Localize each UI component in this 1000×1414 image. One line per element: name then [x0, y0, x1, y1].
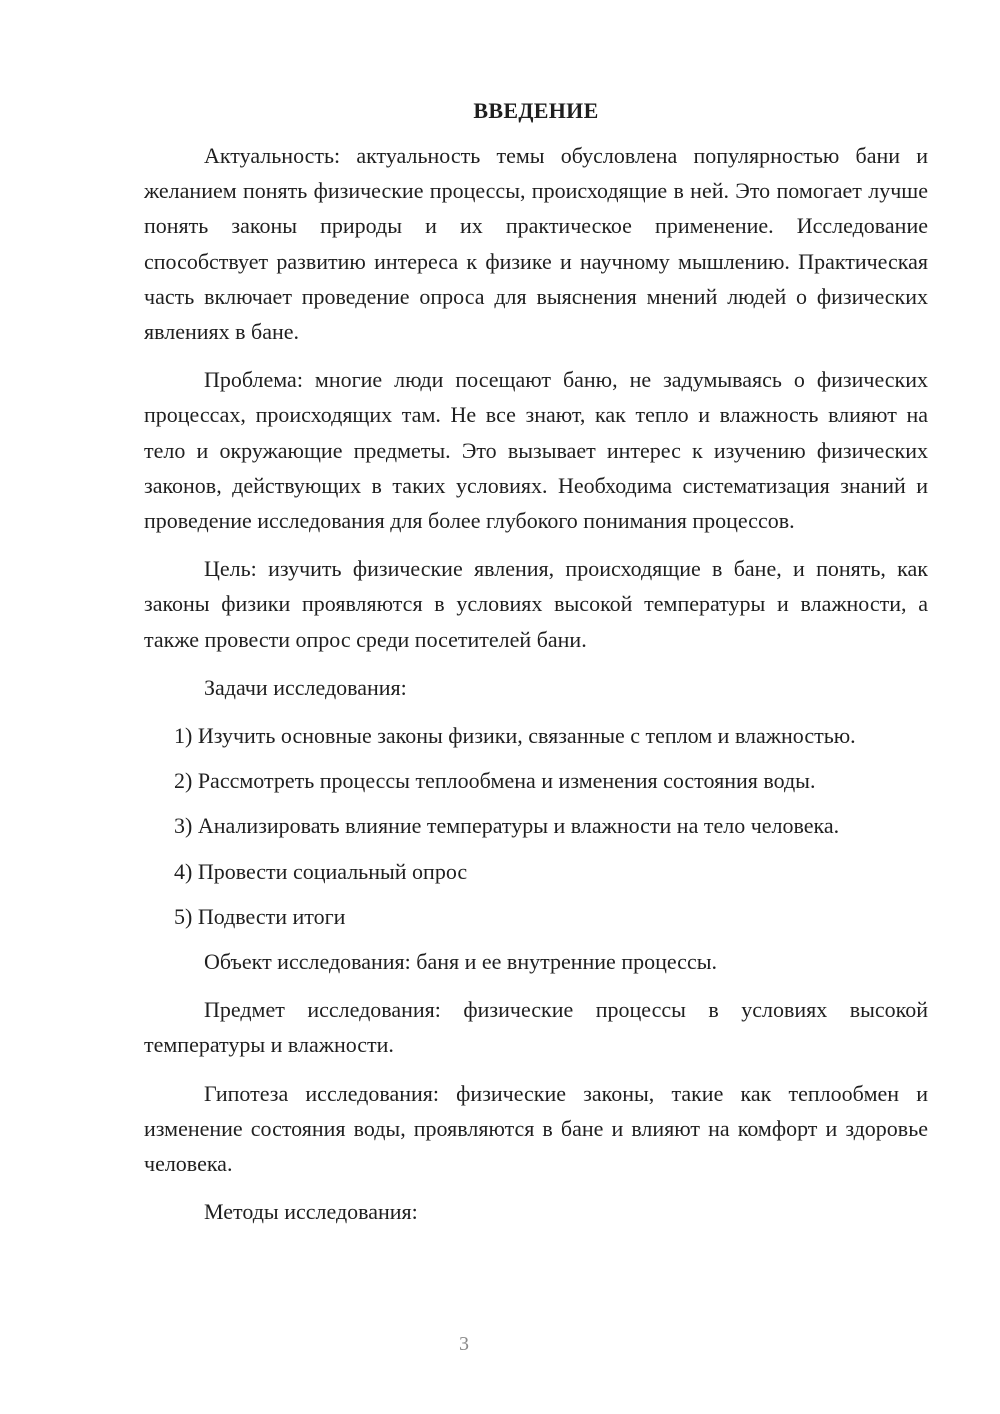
paragraph-hypothesis: Гипотеза исследования: физические законы, такие как теплообмен и изменение состояния воды, проявляются в бане и влияют на комфорт и здоровье человека. [144, 1080, 928, 1177]
page-number: 3 [459, 1333, 469, 1355]
paragraph-object: Объект исследования: баня и ее внутренние процессы. [204, 949, 717, 975]
task-item-3: 3) Анализировать влияние температуры и влажности на тело человека. [174, 813, 840, 839]
paragraph-tasks-heading: Задачи исследования: [204, 674, 407, 700]
task-item-1: 1) Изучить основные законы физики, связанные с теплом и влажностью. [174, 723, 856, 749]
page-content [144, 96, 928, 1242]
task-item-4: 4) Провести социальный опрос [174, 858, 468, 884]
task-item-5: 5) Подвести итоги [174, 903, 346, 929]
paragraph-subject: Предмет исследования: физические процессы в условиях высокой температуры и влажности. [144, 997, 928, 1058]
section-title: ВВЕДЕНИЕ [473, 98, 599, 123]
paragraph-relevance: Актуальность: актуальность темы обусловлена популярностью бани и желанием понять физические процессы, происходящие в ней. Это помогает лучше понять законы природы и их практическое применение. Исследование способствует развитию интереса к физике и научному мышлению. Практическая часть включает проведение опроса для выяснения мнений людей о физических явлениях в бане. [144, 143, 928, 345]
task-item-2: 2) Рассмотреть процессы теплообмена и изменения состояния воды. [174, 768, 816, 794]
paragraph-problem: Проблема: многие люди посещают баню, не задумываясь о физических процессах, происходящих там. Не все знают, как тепло и влажность влияют на тело и окружающие предметы. Это вызывает интерес к изучению физических законов, действующих в таких условиях. Необходима систематизация знаний и проведение исследования для более глубокого понимания процессов. [144, 367, 928, 534]
paragraph-methods: Методы исследования: [204, 1199, 418, 1225]
paragraph-goal: Цель: изучить физические явления, происходящие в бане, и понять, как законы физики проявляются в условиях высокой температуры и влажности, а также провести опрос среди посетителей бани. [144, 556, 928, 652]
